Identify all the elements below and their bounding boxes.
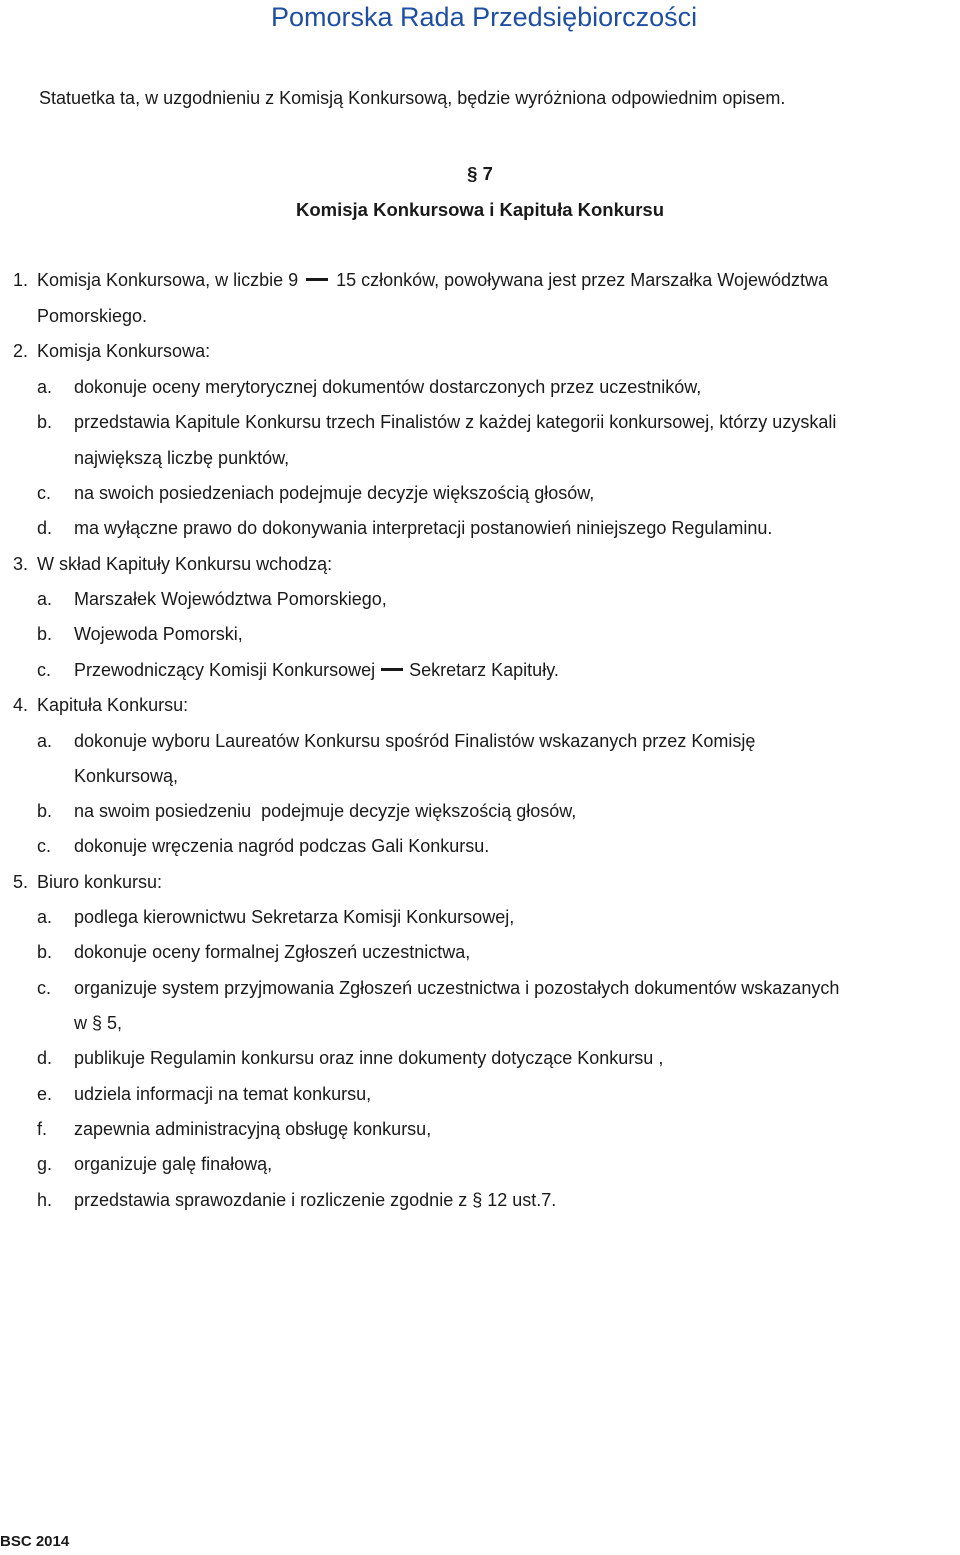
sub-item-letter: a. <box>37 731 53 751</box>
sub-item-text: dokonuje wyboru Laureatów Konkursu spośród Finalistów wskazanych przez Komisję <box>74 731 756 751</box>
sub-item-text: dokonuje oceny formalnej Zgłoszeń uczestnictwa, <box>74 942 471 962</box>
item-text: Pomorskiego. <box>37 306 148 326</box>
sub-item-letter: c. <box>37 483 52 503</box>
sub-item-letter: b. <box>37 412 53 432</box>
item-text: Komisja Konkursowa: <box>37 341 211 361</box>
dash-mark <box>306 278 328 281</box>
section-number: § 7 <box>467 163 493 184</box>
sub-item-text: przedstawia Kapitule Konkursu trzech Finalistów z każdej kategorii konkursowej, którzy uzyskali <box>74 412 837 432</box>
page-header-title: Pomorska Rada Przedsiębiorczości <box>271 2 698 32</box>
footer-label: BSC 2014 <box>0 1533 70 1550</box>
sub-item-text: dokonuje oceny merytorycznej dokumentów dostarczonych przez uczestników, <box>74 377 702 397</box>
item-number: 2. <box>12 341 28 361</box>
sub-item-text: udziela informacji na temat konkursu, <box>74 1084 372 1104</box>
sub-item-letter: g. <box>37 1154 53 1174</box>
sub-item-letter: b. <box>37 942 53 962</box>
sub-item-text <box>74 659 559 681</box>
sub-item-letter: d. <box>37 518 53 538</box>
sub-item-text: na swoich posiedzeniach podejmuje decyzje większością głosów, <box>74 483 595 503</box>
sub-item-letter: a. <box>37 589 53 609</box>
sub-item-text: zapewnia administracyjną obsługę konkursu, <box>74 1119 432 1139</box>
sub-item-text: publikuje Regulamin konkursu oraz inne dokumenty dotyczące Konkursu , <box>74 1048 664 1068</box>
sub-item-text: organizuje system przyjmowania Zgłoszeń uczestnictwa i pozostałych dokumentów wskazanych <box>74 978 840 998</box>
sub-item-letter: f. <box>37 1119 48 1139</box>
item-number: 5. <box>12 872 28 892</box>
sub-item-text: podlega kierownictwu Sekretarza Komisji Konkursowej, <box>74 907 515 927</box>
item-text: Biuro konkursu: <box>37 872 163 892</box>
sub-item-text: największą liczbę punktów, <box>74 448 290 468</box>
sub-item-letter: e. <box>37 1084 53 1104</box>
text-segment: Komisja Konkursowa, w liczbie 9 <box>37 270 299 290</box>
sub-item-text: organizuje galę finałową, <box>74 1154 273 1174</box>
sub-item-text: Wojewoda Pomorski, <box>74 624 243 644</box>
sub-item-text: Konkursową, <box>74 766 179 786</box>
sub-item-text: na swoim posiedzeniu podejmuje decyzje większością głosów, <box>74 801 577 821</box>
sub-item-letter: d. <box>37 1048 53 1068</box>
sub-item-letter: a. <box>37 377 53 397</box>
intro-paragraph: Statuetka ta, w uzgodnieniu z Komisją Konkursową, będzie wyróżniona odpowiednim opisem. <box>39 88 786 108</box>
item-text: W skład Kapituły Konkursu wchodzą: <box>37 554 333 574</box>
sub-item-text: w § 5, <box>74 1013 123 1033</box>
item-text: Kapituła Konkursu: <box>37 695 189 715</box>
sub-item-text: Marszałek Województwa Pomorskiego, <box>74 589 387 609</box>
sub-item-letter: h. <box>37 1190 53 1210</box>
sub-item-letter: a. <box>37 907 53 927</box>
sub-item-letter: b. <box>37 801 53 821</box>
sub-item-letter: b. <box>37 624 53 644</box>
item-number: 1. <box>12 270 28 290</box>
sub-item-text: ma wyłączne prawo do dokonywania interpretacji postanowień niniejszego Regulaminu. <box>74 518 773 538</box>
sub-item-letter: c. <box>37 978 52 998</box>
sub-item-letter: c. <box>37 836 52 856</box>
sub-item-text: dokonuje wręczenia nagród podczas Gali Konkursu. <box>74 836 490 856</box>
dash-mark <box>381 668 403 671</box>
text-segment: Sekretarz Kapituły. <box>409 660 559 680</box>
item-text <box>37 269 828 291</box>
text-segment: Przewodniczący Komisji Konkursowej <box>74 660 376 680</box>
sub-item-text: przedstawia sprawozdanie i rozliczenie zgodnie z § 12 ust.7. <box>74 1190 557 1210</box>
text-segment: 15 członków, powoływana jest przez Marszałka Województwa <box>336 270 828 290</box>
sub-item-letter: c. <box>37 660 52 680</box>
item-number: 3. <box>12 554 28 574</box>
item-number: 4. <box>12 695 28 715</box>
section-title: Komisja Konkursowa i Kapituła Konkursu <box>295 199 664 220</box>
